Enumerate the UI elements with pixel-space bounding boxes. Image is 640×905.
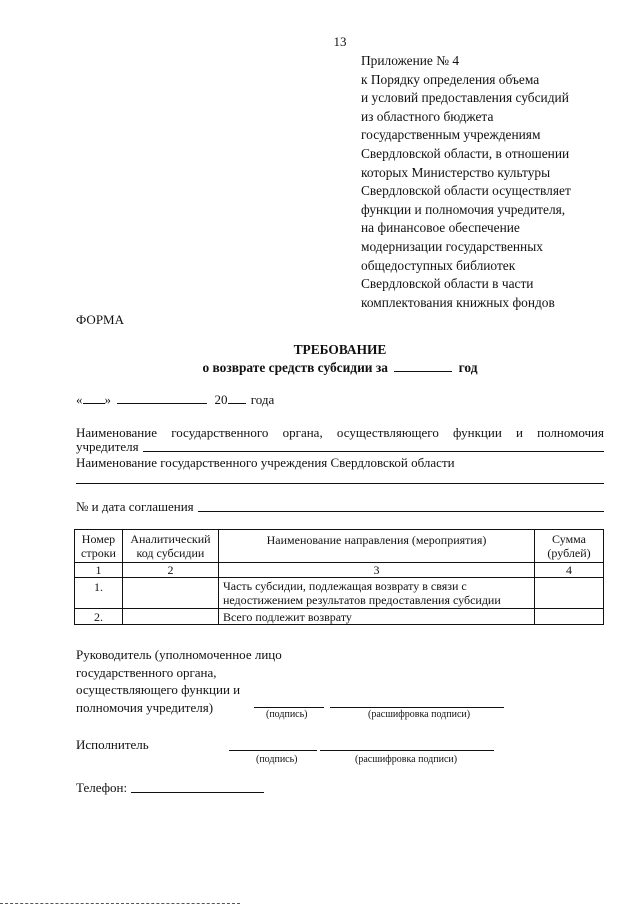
close-quote: » [104, 392, 111, 407]
refund-table [74, 529, 604, 625]
executor-signature-line[interactable] [229, 750, 317, 751]
institution-label: Наименование государственного учреждения Свердловской области [76, 455, 455, 470]
column-number: 3 [218, 563, 534, 578]
column-number: 4 [535, 563, 604, 578]
head-signature-label: Руководитель (уполномоченное лицо государственного органа, осуществляющего функции и полномочия учредителя) [76, 647, 282, 715]
year-blank[interactable] [228, 391, 246, 404]
executor-decoding-line[interactable] [320, 750, 494, 751]
title-prefix: о возврате средств субсидии за [202, 360, 388, 375]
appendix-line: модернизации государственных [361, 238, 543, 254]
appendix-line: общедоступных библиотек [361, 257, 516, 273]
row-code-cell[interactable] [122, 609, 218, 625]
head-decoding-line[interactable] [330, 707, 504, 708]
document-title [0, 341, 640, 377]
header-analytic-code: Аналитический код субсидии [122, 530, 218, 563]
appendix-line: комплектования книжных фондов [361, 294, 555, 310]
period-blank[interactable] [394, 360, 452, 372]
row-sum-cell[interactable] [535, 578, 604, 609]
open-quote: « [76, 392, 83, 407]
appendix-line: на финансовое обеспечение [361, 220, 520, 236]
date-line [76, 391, 274, 408]
header-direction-name: Наименование направления (мероприятия) [218, 530, 534, 563]
row-number: 2. [75, 609, 123, 625]
row-code-cell[interactable] [122, 578, 218, 609]
appendix-block [361, 52, 611, 312]
day-blank[interactable] [83, 391, 105, 404]
head-signature-caption: (подпись) [266, 709, 308, 720]
row-direction-name: Часть субсидии, подлежащая возврату в связи с недостижением результатов предоставления субсидии [218, 578, 534, 609]
appendix-line: Свердловской области, в отношении [361, 145, 570, 161]
agency-label-line1: Наименование государственного органа, осуществляющего функции и полномочия [76, 425, 604, 440]
institution-fill-line[interactable] [76, 483, 604, 484]
year-suffix: года [250, 392, 275, 407]
appendix-line: Приложение № 4 [361, 53, 460, 68]
appendix-line: к Порядку определения объема [361, 71, 540, 87]
agency-label-line2: учредителя [76, 439, 139, 454]
appendix-line: Свердловской области осуществляет [361, 183, 571, 199]
agreement-label: № и дата соглашения [76, 499, 194, 514]
table-number-row [75, 563, 604, 578]
title-line-1: ТРЕБОВАНИЕ [293, 342, 387, 357]
title-suffix: год [458, 360, 478, 375]
appendix-line: и условий предоставления субсидий [361, 90, 569, 106]
appendix-line: Свердловской области в части [361, 276, 534, 292]
page-edge-divider [0, 903, 240, 904]
executor-signature-caption: (подпись) [256, 754, 298, 765]
appendix-line: из областного бюджета [361, 108, 494, 124]
header-row-number: Номер строки [75, 530, 123, 563]
header-sum: Сумма (рублей) [535, 530, 604, 563]
table-row [75, 609, 604, 625]
agreement-fill-line[interactable] [198, 511, 604, 512]
form-label: ФОРМА [76, 312, 124, 327]
column-number: 1 [75, 563, 123, 578]
row-direction-name: Всего подлежит возврату [218, 609, 534, 625]
month-blank[interactable] [117, 391, 207, 404]
row-sum-cell[interactable] [535, 609, 604, 625]
title-line-2 [0, 359, 640, 377]
phone-label: Телефон: [76, 780, 128, 795]
year-prefix: 20 [214, 392, 228, 407]
appendix-line: которых Министерство культуры [361, 164, 551, 180]
head-signature-line[interactable] [254, 707, 324, 708]
page-number: 13 [333, 34, 347, 49]
table-header-row [75, 530, 604, 563]
executor-decoding-caption: (расшифровка подписи) [355, 754, 458, 765]
agency-fill-line[interactable] [143, 451, 604, 452]
row-number: 1. [75, 578, 123, 609]
phone-fill-line[interactable] [131, 792, 264, 793]
column-number: 2 [122, 563, 218, 578]
appendix-line: функции и полномочия учредителя, [361, 201, 566, 217]
table-row [75, 578, 604, 609]
executor-label: Исполнитель [76, 737, 149, 752]
head-decoding-caption: (расшифровка подписи) [368, 709, 471, 720]
appendix-line: государственным учреждениям [361, 127, 541, 143]
